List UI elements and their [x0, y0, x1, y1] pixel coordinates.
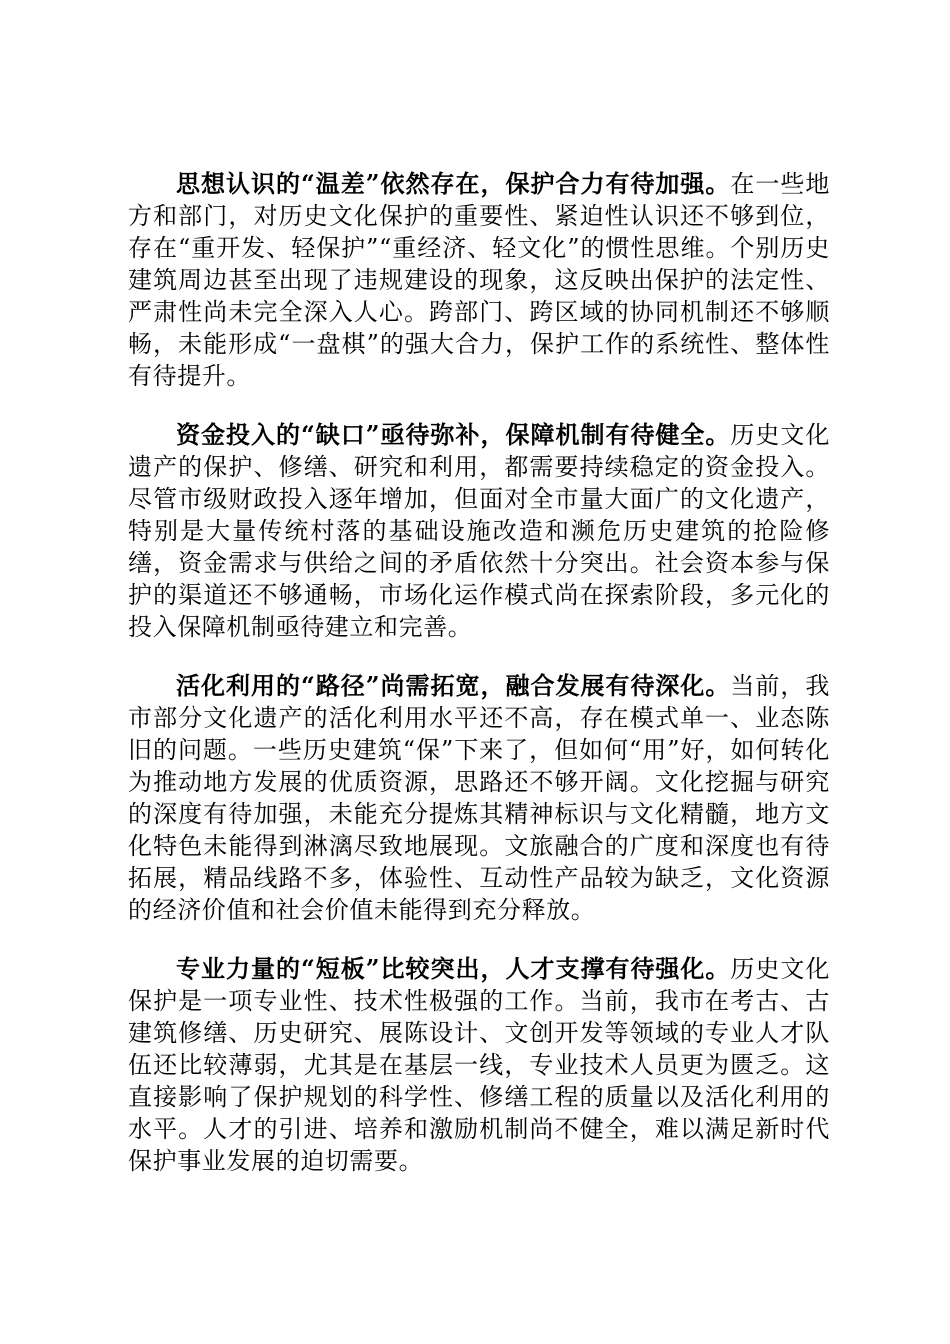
paragraph-text: 在一些地方和部门，对历史文化保护的重要性、紧迫性认识还不够到位，存在“重开发、轻保护”“重经济、轻文化”的惯性思维。个别历史建筑周边甚至出现了违规建设的现象，这反映出保护的法定性、严肃性尚未完全深入人心。跨部门、跨区域的协同机制还不够顺畅，未能形成“一盘棋”的强大合力，保护工作的系统性、整体性有待提升。 [128, 170, 830, 390]
paragraph-text: 历史文化遗产的保护、修缮、研究和利用，都需要持续稳定的资金投入。尽管市级财政投入逐年增加，但面对全市量大面广的文化遗产，特别是大量传统村落的基础设施改造和濒危历史建筑的抢险修缮，资金需求与供给之间的矛盾依然十分突出。社会资本参与保护的渠道还不够通畅，市场化运作模式尚在探索阶段，多元化的投入保障机制亟待建立和完善。 [128, 421, 830, 641]
paragraph-talent [128, 953, 830, 1177]
paragraph-text: 当前，我市部分文化遗产的活化利用水平还不高，存在模式单一、业态陈旧的问题。一些历史建筑“保”下来了，但如何“用”好，如何转化为推动地方发展的优质资源，思路还不够开阔。文化挖掘与研究的深度有待加强，未能充分提炼其精神标识与文化精髓，地方文化特色未能得到淋漓尽致地展现。文旅融合的广度和深度也有待拓展，精品线路不多，体验性、互动性产品较为缺乏，文化资源的经济价值和社会价值未能得到充分释放。 [128, 672, 830, 924]
paragraph-heading: 专业力量的“短板”比较突出，人才支撑有待强化。 [176, 954, 731, 983]
paragraph-heading: 思想认识的“温差”依然存在，保护合力有待加强。 [176, 169, 731, 198]
paragraph-utilization [128, 670, 830, 926]
paragraph-funding [128, 419, 830, 643]
paragraph-heading: 活化利用的“路径”尚需拓宽，融合发展有待深化。 [176, 671, 731, 700]
paragraph-heading: 资金投入的“缺口”亟待弥补，保障机制有待健全。 [176, 420, 731, 449]
paragraph-awareness [128, 168, 830, 392]
document-body [128, 168, 830, 1204]
paragraph-text: 历史文化保护是一项专业性、技术性极强的工作。当前，我市在考古、古建筑修缮、历史研究、展陈设计、文创开发等领域的专业人才队伍还比较薄弱，尤其是在基层一线，专业技术人员更为匮乏。这直接影响了保护规划的科学性、修缮工程的质量以及活化利用的水平。人才的引进、培养和激励机制尚不健全，难以满足新时代保护事业发展的迫切需要。 [128, 955, 830, 1175]
